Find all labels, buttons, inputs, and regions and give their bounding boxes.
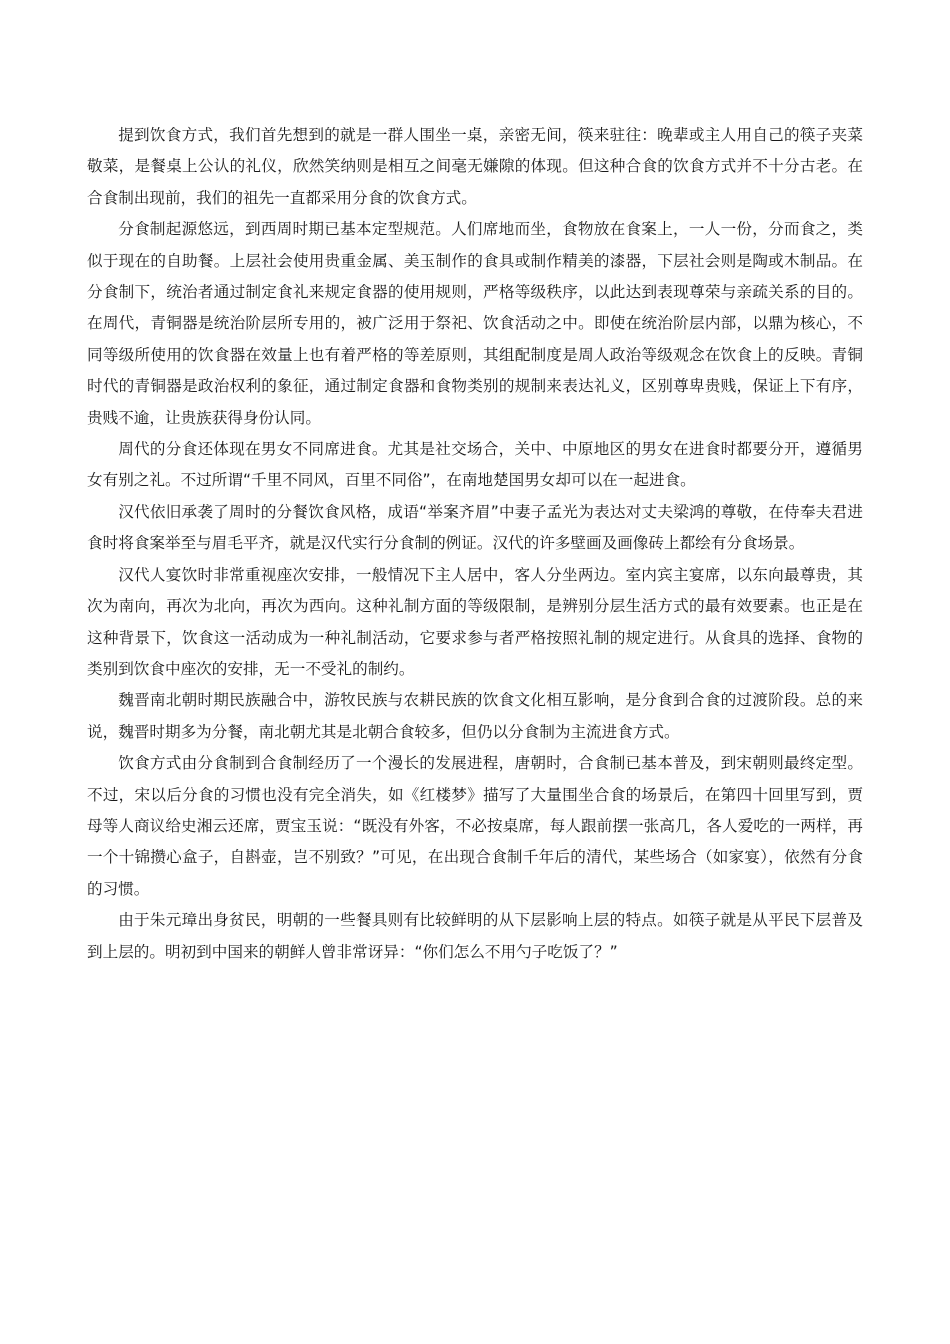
paragraph-3: 周代的分食还体现在男女不同席进食。尤其是社交场合，关中、中原地区的男女在进食时都要分开，遵循男女有别之礼。不过所谓“千里不同风，百里不同俗”，在南地楚国男女却可以在一起进食。 <box>87 440 863 490</box>
paragraph-2: 分食制起源悠远，到西周时期已基本定型规范。人们席地而坐，食物放在食案上，一人一份，分而食之，类似于现在的自助餐。上层社会使用贵重金属、美玉制作的食具或制作精美的漆器，下层社会则是陶或木制品。在分食制下，统治者通过制定食礼来规定食器的使用规则，严格等级秩序，以此达到表现尊荣与亲疏关系的目的。在周代，青铜器是统治阶层所专用的，被广泛用于祭祀、饮食活动之中。即使在统治阶层内部，以鼎为核心，不同等级所使用的饮食器在效量上也有着严格的等差原则，其组配制度是周人政治等级观念在饮食上的反映。青铜时代的青铜器是政治权利的象征，通过制定食器和食物类别的规制来表达礼义，区别尊卑贵贱，保证上下有序，贵贱不逾，让贵族获得身份认同。 <box>87 220 863 427</box>
paragraph-7: 饮食方式由分食制到合食制经历了一个漫长的发展进程，唐朝时，合食制已基本普及，到宋朝则最终定型。不过，宋以后分食的习惯也没有完全消失，如《红楼梦》描写了大量围坐合食的场景后，在第四十回里写到，贾母等人商议给史湘云还席，贾宝玉说：“既没有外客，不必按桌席，每人跟前摆一张高几，各人爱吃的一两样，再一个十锦攒心盒子，自斟壶，岂不别致？”可见，在出现合食制千年后的清代，某些场合（如家宴），依然有分食的习惯。 <box>87 754 863 898</box>
paragraph-1: 提到饮食方式，我们首先想到的就是一群人围坐一桌，亲密无间，筷来驻往：晚辈或主人用自己的筷子夹菜敬菜，是餐桌上公认的礼仪，欣然笑纳则是相互之间毫无嫌隙的体现。但这种合食的饮食方式并不十分古老。在合食制出现前，我们的祖先一直都采用分食的饮食方式。 <box>87 126 863 207</box>
article-body <box>87 120 863 968</box>
paragraph-8: 由于朱元璋出身贫民，明朝的一些餐具则有比较鲜明的从下层影响上层的特点。如筷子就是从平民下层普及到上层的。明初到中国来的朝鲜人曾非常讶异：“你们怎么不用勺子吃饭了？” <box>87 911 863 961</box>
paragraph-4: 汉代依旧承袭了周时的分餐饮食风格，成语“举案齐眉”中妻子孟光为表达对丈夫梁鸿的尊敬，在侍奉夫君进食时将食案举至与眉毛平齐，就是汉代实行分食制的例证。汉代的许多壁画及画像砖上都绘有分食场景。 <box>87 502 863 553</box>
paragraph-5: 汉代人宴饮时非常重视座次安排，一般情况下主人居中，客人分坐两边。室内宾主宴席，以东向最尊贵，其次为南向，再次为北向，再次为西向。这种礼制方面的等级限制，是辨别分层生活方式的最有效要素。也正是在这种背景下，饮食这一活动成为一种礼制活动，它要求参与者严格按照礼制的规定进行。从食具的选择、食物的类别到饮食中座次的安排，无一不受礼的制约。 <box>87 565 863 678</box>
paragraph-6: 魏晋南北朝时期民族融合中，游牧民族与农耕民族的饮食文化相互影响，是分食到合食的过渡阶段。总的来说，魏晋时期多为分餐，南北朝尤其是北朝合食较多，但仍以分食制为主流进食方式。 <box>87 691 863 741</box>
